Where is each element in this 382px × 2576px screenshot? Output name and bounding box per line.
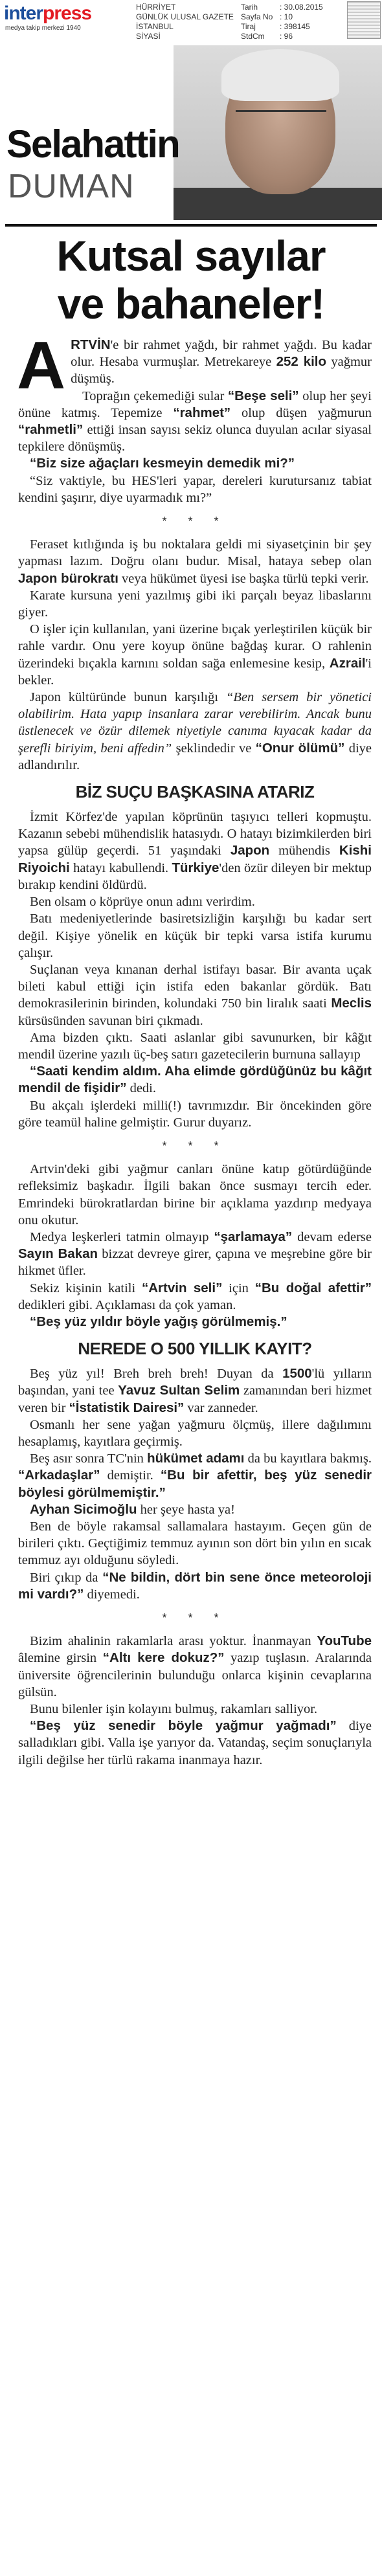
paragraph: Karate kursuna yeni yazılmış gibi iki parçalı beyaz libaslarını giyer.: [18, 588, 372, 620]
paragraph: Toprağın çekemediği sular “Beşe seli” olup her şeyi önüne katmış. Tepemize “rahmet” olup düşen yağmurun “rahmetli” ettiği insan sayısı sekiz olunca duyulan acılar siyasal tepkilere dönüşmüş.: [18, 388, 372, 454]
clipping-meta-values: : 30.08.2015 : 10 : 398145 : 96: [280, 3, 323, 41]
paragraph: Ayhan Sicimoğlu her şeye hasta ya!: [30, 1501, 235, 1517]
paragraph: Suçlanan veya kınanan derhal istifayı basar. Bir avanta uçak bileti kabul ettiği için istifa eden bakanlar gördük. Batı demokrasilerinin birinden, kolundaki 750 bin liralık saati Meclis kürsüsünden savunan biri çıkmadı.: [18, 962, 372, 1028]
author-photo: [174, 45, 382, 220]
paragraph: Sekiz kişinin katili “Artvin seli” için “Bu doğal afettir” dedikleri gibi. Açıklaması da çok yaman.: [18, 1280, 372, 1312]
paragraph: “Saati kendim aldım. Aha elimde gördüğünüz bu kâğıt mendil de fişidir” dedi.: [18, 1064, 372, 1096]
section-separator: * * *: [162, 1139, 228, 1152]
paragraph: Biri çıkıp da “Ne bildin, dört bin sene önce meteoroloji mi vardı?” diyemedi.: [18, 1569, 372, 1602]
paragraph: Ben olsam o köprüye onun adını verirdim.: [30, 895, 255, 910]
page-thumbnail: [347, 1, 381, 39]
paragraph: Osmanlı her sene yağan yağmuru ölçmüş, illere dağılımını hesaplamış, kayıtlara geçirmiş.: [18, 1417, 372, 1449]
subheading: NEREDE O 500 YILLIK KAYIT?: [78, 1339, 312, 1359]
paragraph: Beş asır sonra TC'nin hükümet adamı da bu kayıtlara bakmış. “Arkadaşlar” demiştir. “Bu bir afettir, beş yüz senedir böylesi görülmemiştir.”: [18, 1451, 372, 1500]
clipping-header: [0, 0, 382, 40]
paragraph: Artvin'deki gibi yağmur canları önüne katıp götürdüğünde refleksimiz başkadır. İlgili bakan önce susmayı tercih eder. Emrindeki bürokratlardan birine bir açıklama yazdırıp medyaya onu okutur.: [18, 1162, 372, 1227]
publication-info: HÜRRİYET GÜNLÜK ULUSAL GAZETE İSTANBUL SİYASİ: [136, 3, 234, 41]
paragraph: Bunu bilenler işin kolayını bulmuş, rakamları salliyor.: [30, 1702, 318, 1717]
paragraph: Japon kültüründe bunun karşılığı “Ben sersem bir yönetici olabilirim. Hata yapıp insanlara zarar verebilirim. Ancak bunu üstlenecek ve özür dilemek niyetiyle canıma kıyacak kadar da şerefli biriyim, beni affedin” şeklindedir ve “Onur ölümü” diye adlandırılır.: [18, 690, 372, 772]
paragraph: “Beş yüz senedir böyle yağmur yağmadı” diye salladıkları gibi. Valla işe yarıyor da. Vatandaş, seçim sonuçlarıyla ilgili değilse her türlü rakama inanmaya hazır.: [18, 1718, 372, 1767]
logo-tagline: medya takip merkezi 1940: [5, 25, 81, 32]
paragraph: “Siz vaktiyle, bu HES'leri yapar, dereleri kurutursanız tabiat kendini şaşırır, diye uyarmadık mı?”: [18, 473, 372, 505]
paragraph: Feraset kıtlığında iş bu noktalara geldi mi siyasetçinin bir şey yapması lazım. Doğru olanı budur. Misal, hataya sebep olan Japon bürokratı veya hükümet üyesi ise başka türlü tepki verir.: [18, 537, 372, 586]
clipping-meta-labels: Tarih Sayfa No Tiraj StdCm: [241, 3, 273, 41]
section-separator: * * *: [162, 1611, 228, 1625]
paragraph: O işler için kullanılan, yani üzerine bıçak yerleştirilen küçük bir rahle vardır. Onu yere koyup önüne bağdaş kurar. O rahlenin üzerindeki bıçakla karnını soldan sağa enlemesine kesip, Azrail'i bekler.: [18, 622, 372, 688]
paragraph: Batı medeniyetlerinde basiretsizliğin karşılığı bu kadar sert değil. Kişiye yönelik en küçük bir tepki varsa istifa kurumu çalışır.: [18, 912, 372, 960]
paragraph: “Beş yüz yıldır böyle yağış görülmemiş.”: [30, 1314, 287, 1329]
author-last-name: DUMAN: [8, 168, 135, 205]
article-title: Kutsal sayılar ve bahaneler!: [56, 232, 326, 328]
paragraph: Ama bizden çıktı. Saati aslanlar gibi savunurken, bir kâğıt mendil üzerine yazılı üç-beş satırı gazetecilerin burnuna sallayıp: [18, 1030, 372, 1062]
author-first-name: Selahattin: [6, 122, 179, 166]
drop-cap: A: [17, 328, 66, 403]
paragraph: Beş yüz yıl! Breh breh breh! Duyan da 1500'lü yılların başından, yani tee Yavuz Sultan Selim zamanından beri hizmet veren bir “İstatistik Dairesi” var zanneder.: [18, 1366, 372, 1415]
paragraph: ARTVİN'e bir rahmet yağdı, bir rahmet yağdı. Bu kadar olur. Hesaba vurmuşlar. Metrekareye 252 kilo yağmur düşmüş.: [17, 328, 372, 403]
header-divider: [5, 224, 377, 227]
paragraph: “Biz size ağaçları kesmeyin demedik mi?”: [30, 456, 295, 471]
section-separator: * * *: [162, 515, 228, 528]
paragraph: Bizim ahalinin rakamlarla arası yoktur. İnanmayan YouTube âlemine girsin “Altı kere dokuz?” yazıp tuşlasın. Aralarında üniversite öğrencilerinin bulunduğu onlarca kişinin cevaplarına gülsün.: [18, 1633, 372, 1699]
subheading: BİZ SUÇU BAŞKASINA ATARIZ: [75, 782, 315, 802]
interpress-logo: [4, 3, 133, 32]
logo-wordmark: interpress: [4, 3, 92, 24]
article-body: [17, 328, 372, 1769]
paragraph: Bu akçalı işlerdeki milli(!) tavrımızdır. Bir öncekinden göre göre teamül haline gelmiştir. Gurur duyarız.: [18, 1098, 372, 1130]
paragraph: Medya leşkerleri tatmin olmayıp “şarlamaya” devam ederse Sayın Bakan bizzat devreye girer, çapına ve meşrebine göre bir hikmet üfler.: [18, 1229, 372, 1279]
paragraph: Ben de böyle rakamsal sallamalara hastayım. Geçen gün de birileri çıktı. Geçtiğimiz temmuz ayının son dört bin yılın en sıcak temmuz ayı olduğunu söyledi.: [18, 1519, 372, 1568]
paragraph: İzmit Körfez'de yapılan köprünün taşıyıcı telleri kopmuştu. Kazanın sebebi mühendislik hatasıydı. O hatayı bizimkilerden biri yapsa gülüp geçerdi. 51 yaşındaki Japon mühendis Kishi Riyoichi hatayı kabullendi. Türkiye'den özür dileyen bir mektup bırakıp kendini öldürdü.: [18, 810, 372, 892]
